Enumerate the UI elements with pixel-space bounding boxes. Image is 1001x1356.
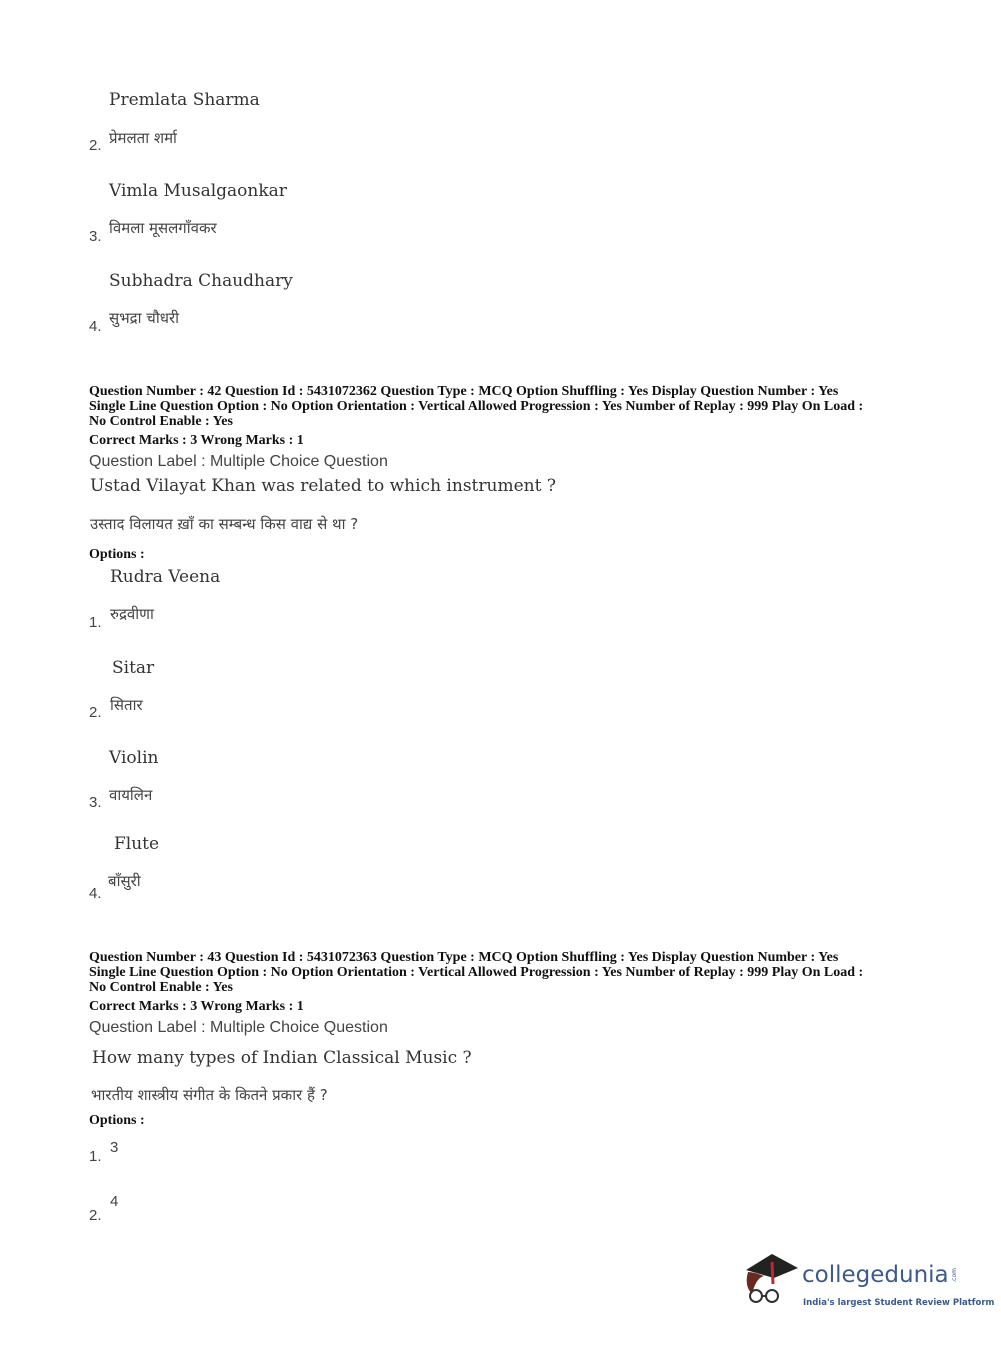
question-meta-line: Question Number : 43 Question Id : 5431072363 Question Type : MCQ Option Shuffling : Yes Display Question Number : Yes [89, 950, 839, 965]
option-value: 3 [110, 1139, 119, 1156]
question-marks: Correct Marks : 3 Wrong Marks : 1 [89, 433, 304, 448]
logo-dotcom: .com [950, 1268, 958, 1283]
option-text-hi: रुद्रवीणा [110, 605, 154, 623]
question-meta-line: Question Number : 42 Question Id : 5431072362 Question Type : MCQ Option Shuffling : Yes Display Question Number : Yes [89, 384, 839, 399]
option-number: 3. [89, 228, 102, 245]
option-value: 4 [110, 1193, 119, 1210]
question-text-en: Ustad Vilayat Khan was related to which instrument ? [90, 476, 556, 496]
option-number: 3. [89, 794, 102, 811]
option-text-hi: सितार [110, 696, 143, 714]
option-text-en: Sitar [112, 658, 155, 678]
logo-tagline: India's largest Student Review Platform [803, 1298, 995, 1308]
option-text-en: Rudra Veena [110, 567, 221, 587]
option-number: 2. [89, 1207, 102, 1224]
question-label: Question Label : Multiple Choice Question [89, 453, 388, 470]
question-text-hi: भारतीय शास्त्रीय संगीत के कितने प्रकार हैं ? [91, 1086, 328, 1104]
option-text-en: Flute [114, 834, 160, 854]
option-text-hi: सुभद्रा चौधरी [109, 309, 179, 327]
option-text-hi: वायलिन [109, 786, 153, 804]
option-text-en: Subhadra Chaudhary [109, 271, 293, 291]
question-meta-line: No Control Enable : Yes [89, 980, 233, 995]
question-meta-line: No Control Enable : Yes [89, 414, 233, 429]
question-label: Question Label : Multiple Choice Question [89, 1019, 388, 1036]
logo-wordmark-group [802, 1262, 958, 1288]
question-text-en: How many types of Indian Classical Music ? [92, 1048, 472, 1068]
option-text-hi: प्रेमलता शर्मा [109, 129, 177, 147]
collegedunia-mascot-logo [742, 1250, 802, 1310]
option-number: 4. [89, 318, 102, 335]
question-meta-line: Single Line Question Option : No Option Orientation : Vertical Allowed Progression : Yes Number of Replay : 999 Play On Load : [89, 965, 864, 980]
question-text-hi: उस्ताद विलायत ख़ाँ का सम्बन्ध किस वाद्य से था ? [90, 515, 359, 533]
option-number: 2. [89, 137, 102, 154]
question-marks: Correct Marks : 3 Wrong Marks : 1 [89, 999, 304, 1014]
option-text-hi: बाँसुरी [108, 872, 141, 890]
option-number: 4. [89, 885, 102, 902]
question-meta-line: Single Line Question Option : No Option Orientation : Vertical Allowed Progression : Yes Number of Replay : 999 Play On Load : [89, 399, 864, 414]
option-text-en: Vimla Musalgaonkar [109, 181, 287, 201]
option-text-en: Premlata Sharma [109, 90, 260, 110]
option-number: 2. [89, 704, 102, 721]
option-number: 1. [89, 1148, 102, 1165]
option-text-en: Violin [109, 748, 159, 768]
option-number: 1. [89, 614, 102, 631]
logo-wordmark: collegedunia [802, 1262, 949, 1288]
option-text-hi: विमला मूसलगाँवकर [109, 219, 217, 237]
options-label: Options : [89, 1113, 145, 1128]
options-label: Options : [89, 547, 145, 562]
